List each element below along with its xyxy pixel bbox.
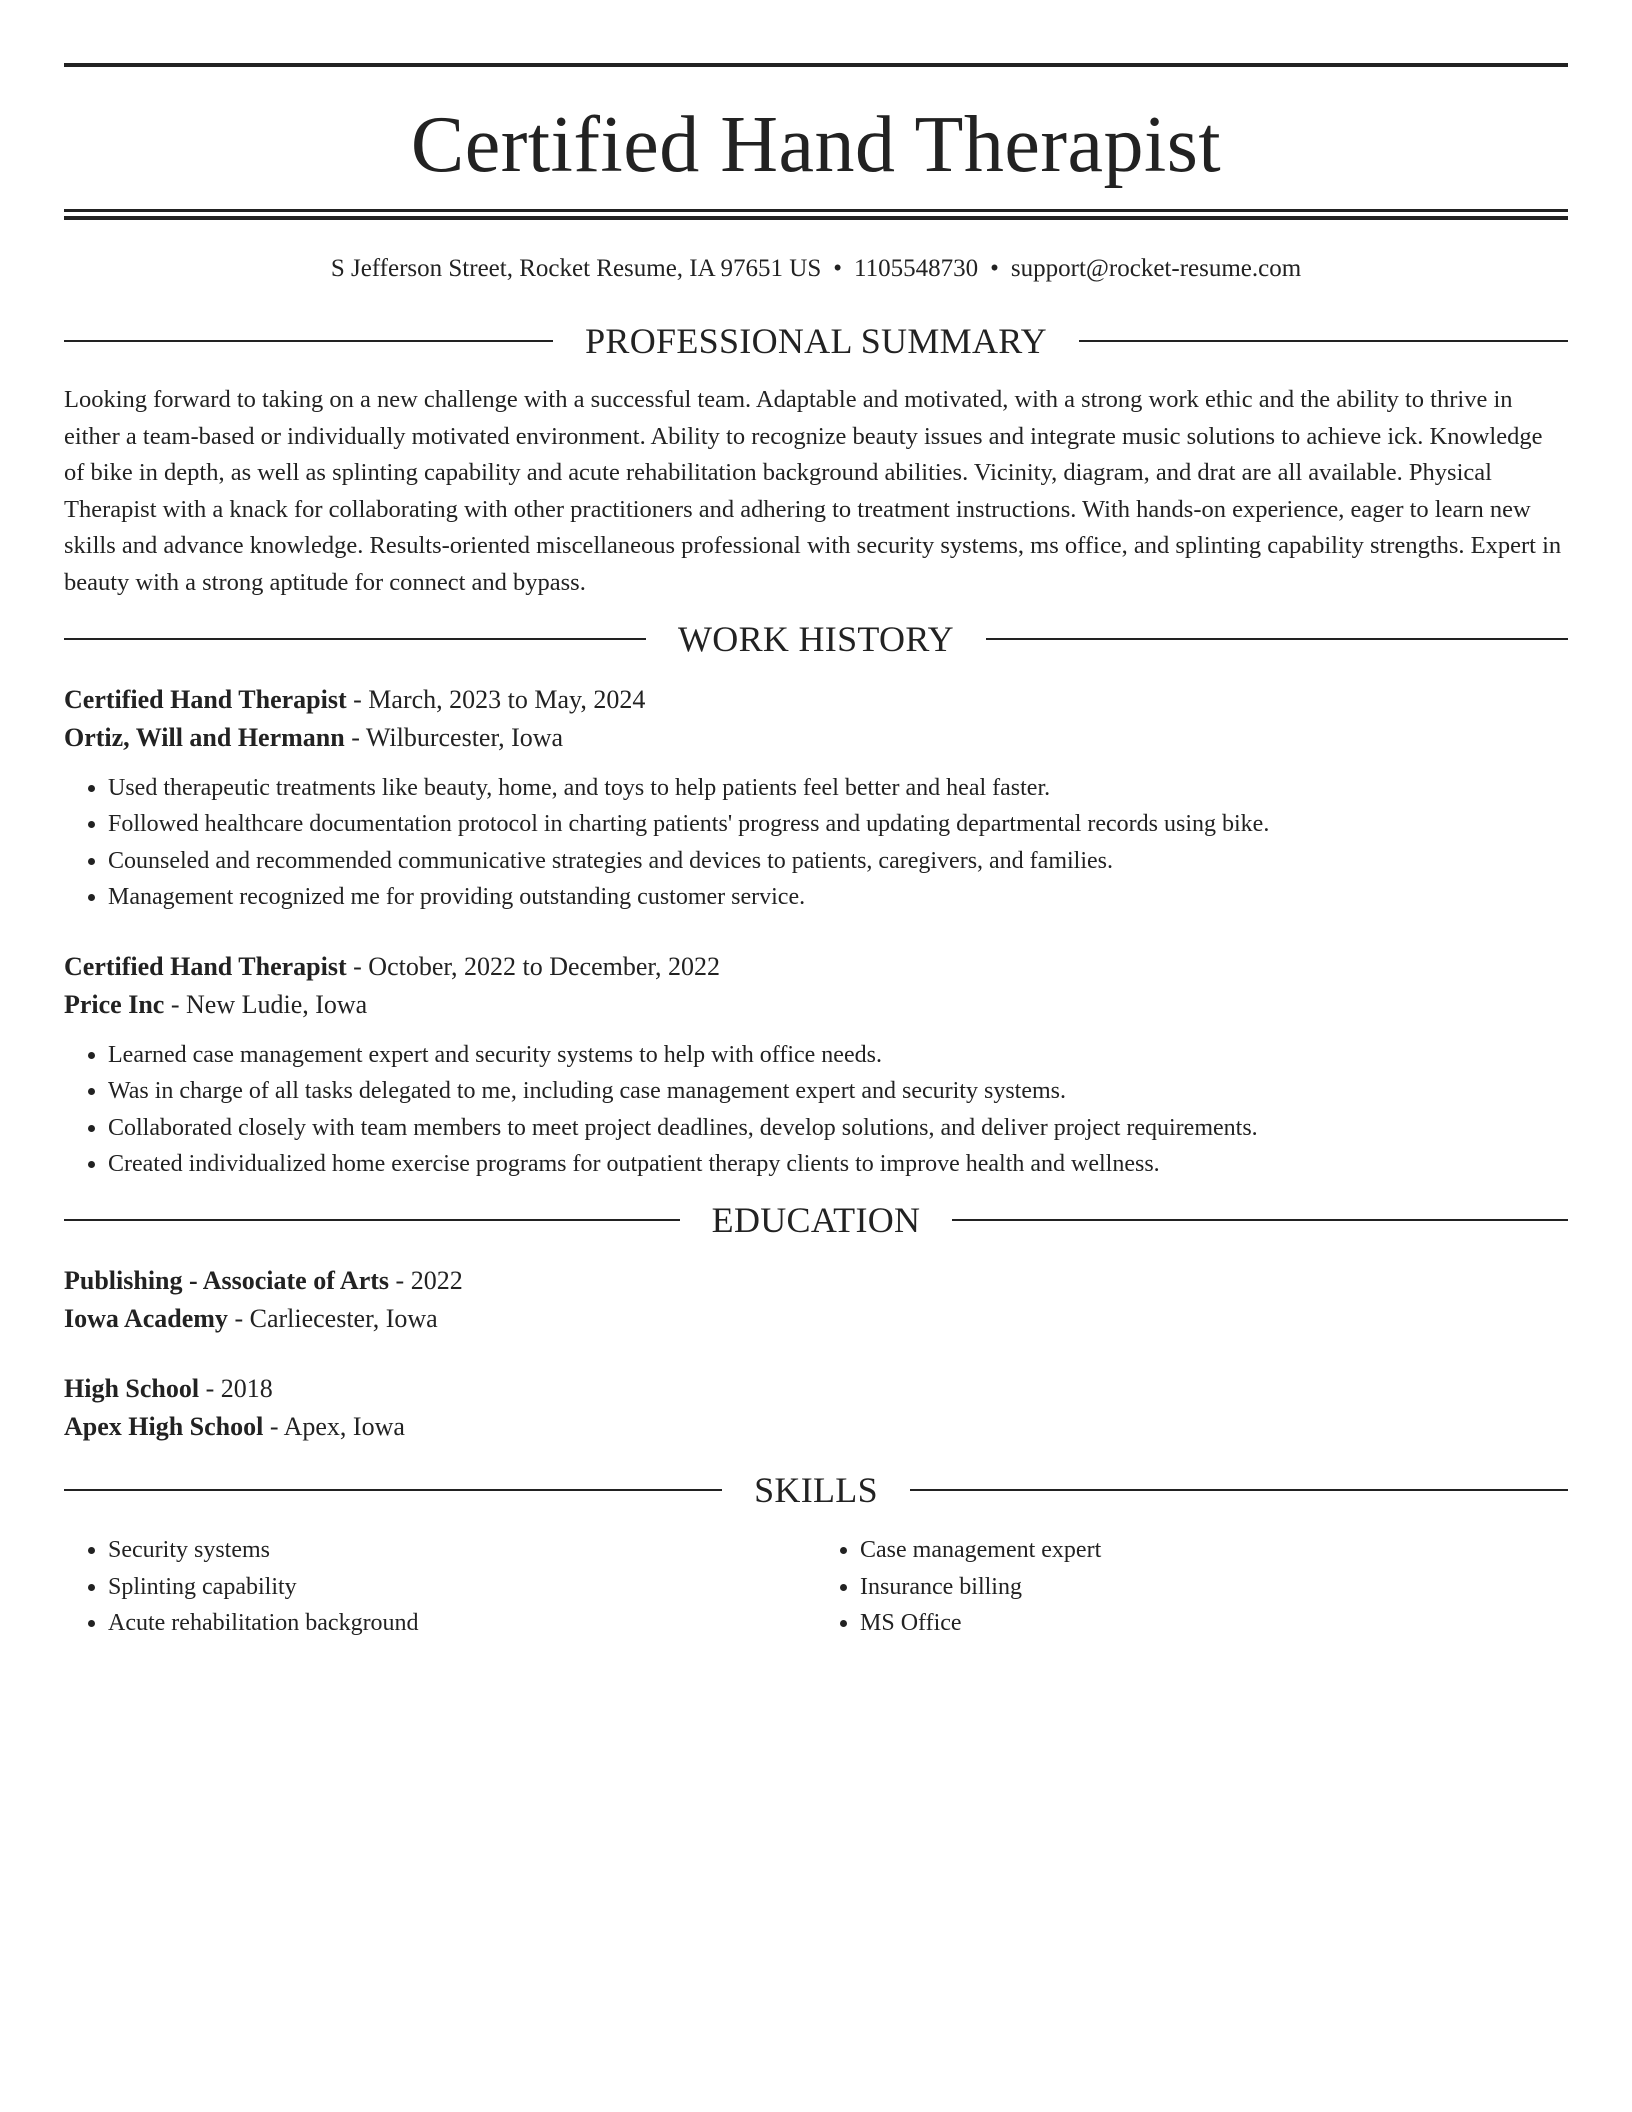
skills-grid [64, 1532, 1568, 1641]
summary-text: Looking forward to taking on a new challenge with a successful team. Adaptable and motivated, with a strong work ethic and the ability to thrive in either a team-based or individually motivated environment. Ability to recognize beauty issues and integrate music solutions to achieve ick. Knowledge of bike in depth, as well as splinting capability and acute rehabilitation background abilities. Vicinity, diagram, and drat are all available. Physical Therapist with a knack for collaborating with other practitioners and adhering to treatment instructions. With hands-on experience, eager to learn new skills and advance knowledge. Results-oriented miscellaneous professional with security systems, ms office, and splinting capability strengths. Expert in beauty with a strong aptitude for connect and bypass. [64, 386, 1562, 596]
resume-title: Certified Hand Therapist [410, 101, 1222, 189]
skill-item: • Security systems [108, 1532, 816, 1568]
job-location: - New Ludie, Iowa [164, 990, 368, 1020]
skills-column-right [816, 1532, 1568, 1641]
section-title: WORK HISTORY [678, 619, 954, 659]
heading-rule [986, 638, 1568, 640]
heading-rule [1079, 340, 1568, 342]
list-item: • Created individualized home exercise programs for outpatient therapy clients to improve health and wellness. [108, 1146, 1568, 1182]
job-employer-line [64, 986, 1568, 1024]
education-entry [64, 1262, 1568, 1338]
section-title: PROFESSIONAL SUMMARY [585, 321, 1047, 361]
contact-separator: • [833, 255, 843, 282]
section-title: EDUCATION [711, 1200, 921, 1241]
skill-item: • MS Office [860, 1605, 1568, 1641]
education-degree-line [64, 1370, 1568, 1408]
list-item: • Collaborated closely with team members to meet project deadlines, develop solutions, and deliver project requirements. [108, 1110, 1568, 1146]
job-entry [64, 681, 1568, 915]
contact-separator: • [990, 255, 999, 282]
job-bullets [64, 770, 1568, 915]
section-heading-skills [64, 1470, 1568, 1510]
job-employer: Price Inc [64, 990, 165, 1020]
top-rule [64, 63, 1568, 67]
education-year: - 2022 [389, 1266, 463, 1296]
contact-line [64, 254, 1568, 284]
title-double-rule [64, 209, 1568, 220]
contact-phone: 1105548730 [854, 255, 979, 282]
skill-item: • Case management expert [860, 1532, 1568, 1568]
education-degree: High School [64, 1374, 200, 1404]
job-title: Certified Hand Therapist [64, 952, 347, 982]
job-dates: - March, 2023 to May, 2024 [346, 685, 646, 714]
heading-rule [64, 1489, 722, 1491]
list-item: • Used therapeutic treatments like beauty, home, and toys to help patients feel better and heal faster. [108, 770, 1568, 806]
heading-rule [952, 1219, 1568, 1221]
education-school-line [64, 1300, 1568, 1338]
education-location: - Apex, Iowa [263, 1412, 405, 1442]
section-heading-summary [64, 321, 1568, 361]
job-bullets [64, 1037, 1568, 1182]
heading-rule [64, 1219, 680, 1221]
skill-item: • Splinting capability [108, 1569, 816, 1605]
education-entry [64, 1370, 1568, 1446]
job-title-line [64, 681, 1568, 719]
job-title: Certified Hand Therapist [64, 685, 347, 714]
section-title: SKILLS [754, 1470, 878, 1511]
education-degree-line [64, 1262, 1568, 1300]
skill-item: • Insurance billing [860, 1569, 1568, 1605]
heading-rule [64, 340, 553, 342]
education-year: - 2018 [199, 1374, 273, 1404]
list-item: • Followed healthcare documentation protocol in charting patients' progress and updating departmental records using bike. [108, 806, 1568, 842]
job-employer-line [64, 719, 1568, 757]
education-location: - Carliecester, Iowa [227, 1304, 438, 1334]
heading-rule [64, 638, 646, 640]
education-school: Iowa Academy [64, 1304, 228, 1334]
job-title-line [64, 948, 1568, 986]
skills-column-left [64, 1532, 816, 1641]
job-entry [64, 948, 1568, 1182]
list-item: • Management recognized me for providing outstanding customer service. [108, 879, 1568, 915]
list-item: • Learned case management expert and security systems to help with office needs. [108, 1037, 1568, 1073]
contact-address: S Jefferson Street, Rocket Resume, IA 97651 US [330, 255, 822, 282]
job-employer: Ortiz, Will and Hermann [64, 723, 345, 752]
section-heading-work-history [64, 619, 1568, 659]
education-degree: Publishing - Associate of Arts [64, 1266, 390, 1296]
contact-email[interactable]: support@rocket-resume.com [1010, 255, 1302, 282]
education-school-line [64, 1408, 1568, 1446]
section-heading-education [64, 1200, 1568, 1240]
list-item: • Counseled and recommended communicative strategies and devices to patients, caregivers, and families. [108, 843, 1568, 879]
skill-item: • Acute rehabilitation background [108, 1605, 816, 1641]
job-location: - Wilburcester, Iowa [344, 723, 564, 752]
list-item: • Was in charge of all tasks delegated to me, including case management expert and security systems. [108, 1073, 1568, 1109]
heading-rule [910, 1489, 1568, 1491]
job-dates: - October, 2022 to December, 2022 [346, 952, 720, 982]
education-school: Apex High School [64, 1412, 264, 1442]
